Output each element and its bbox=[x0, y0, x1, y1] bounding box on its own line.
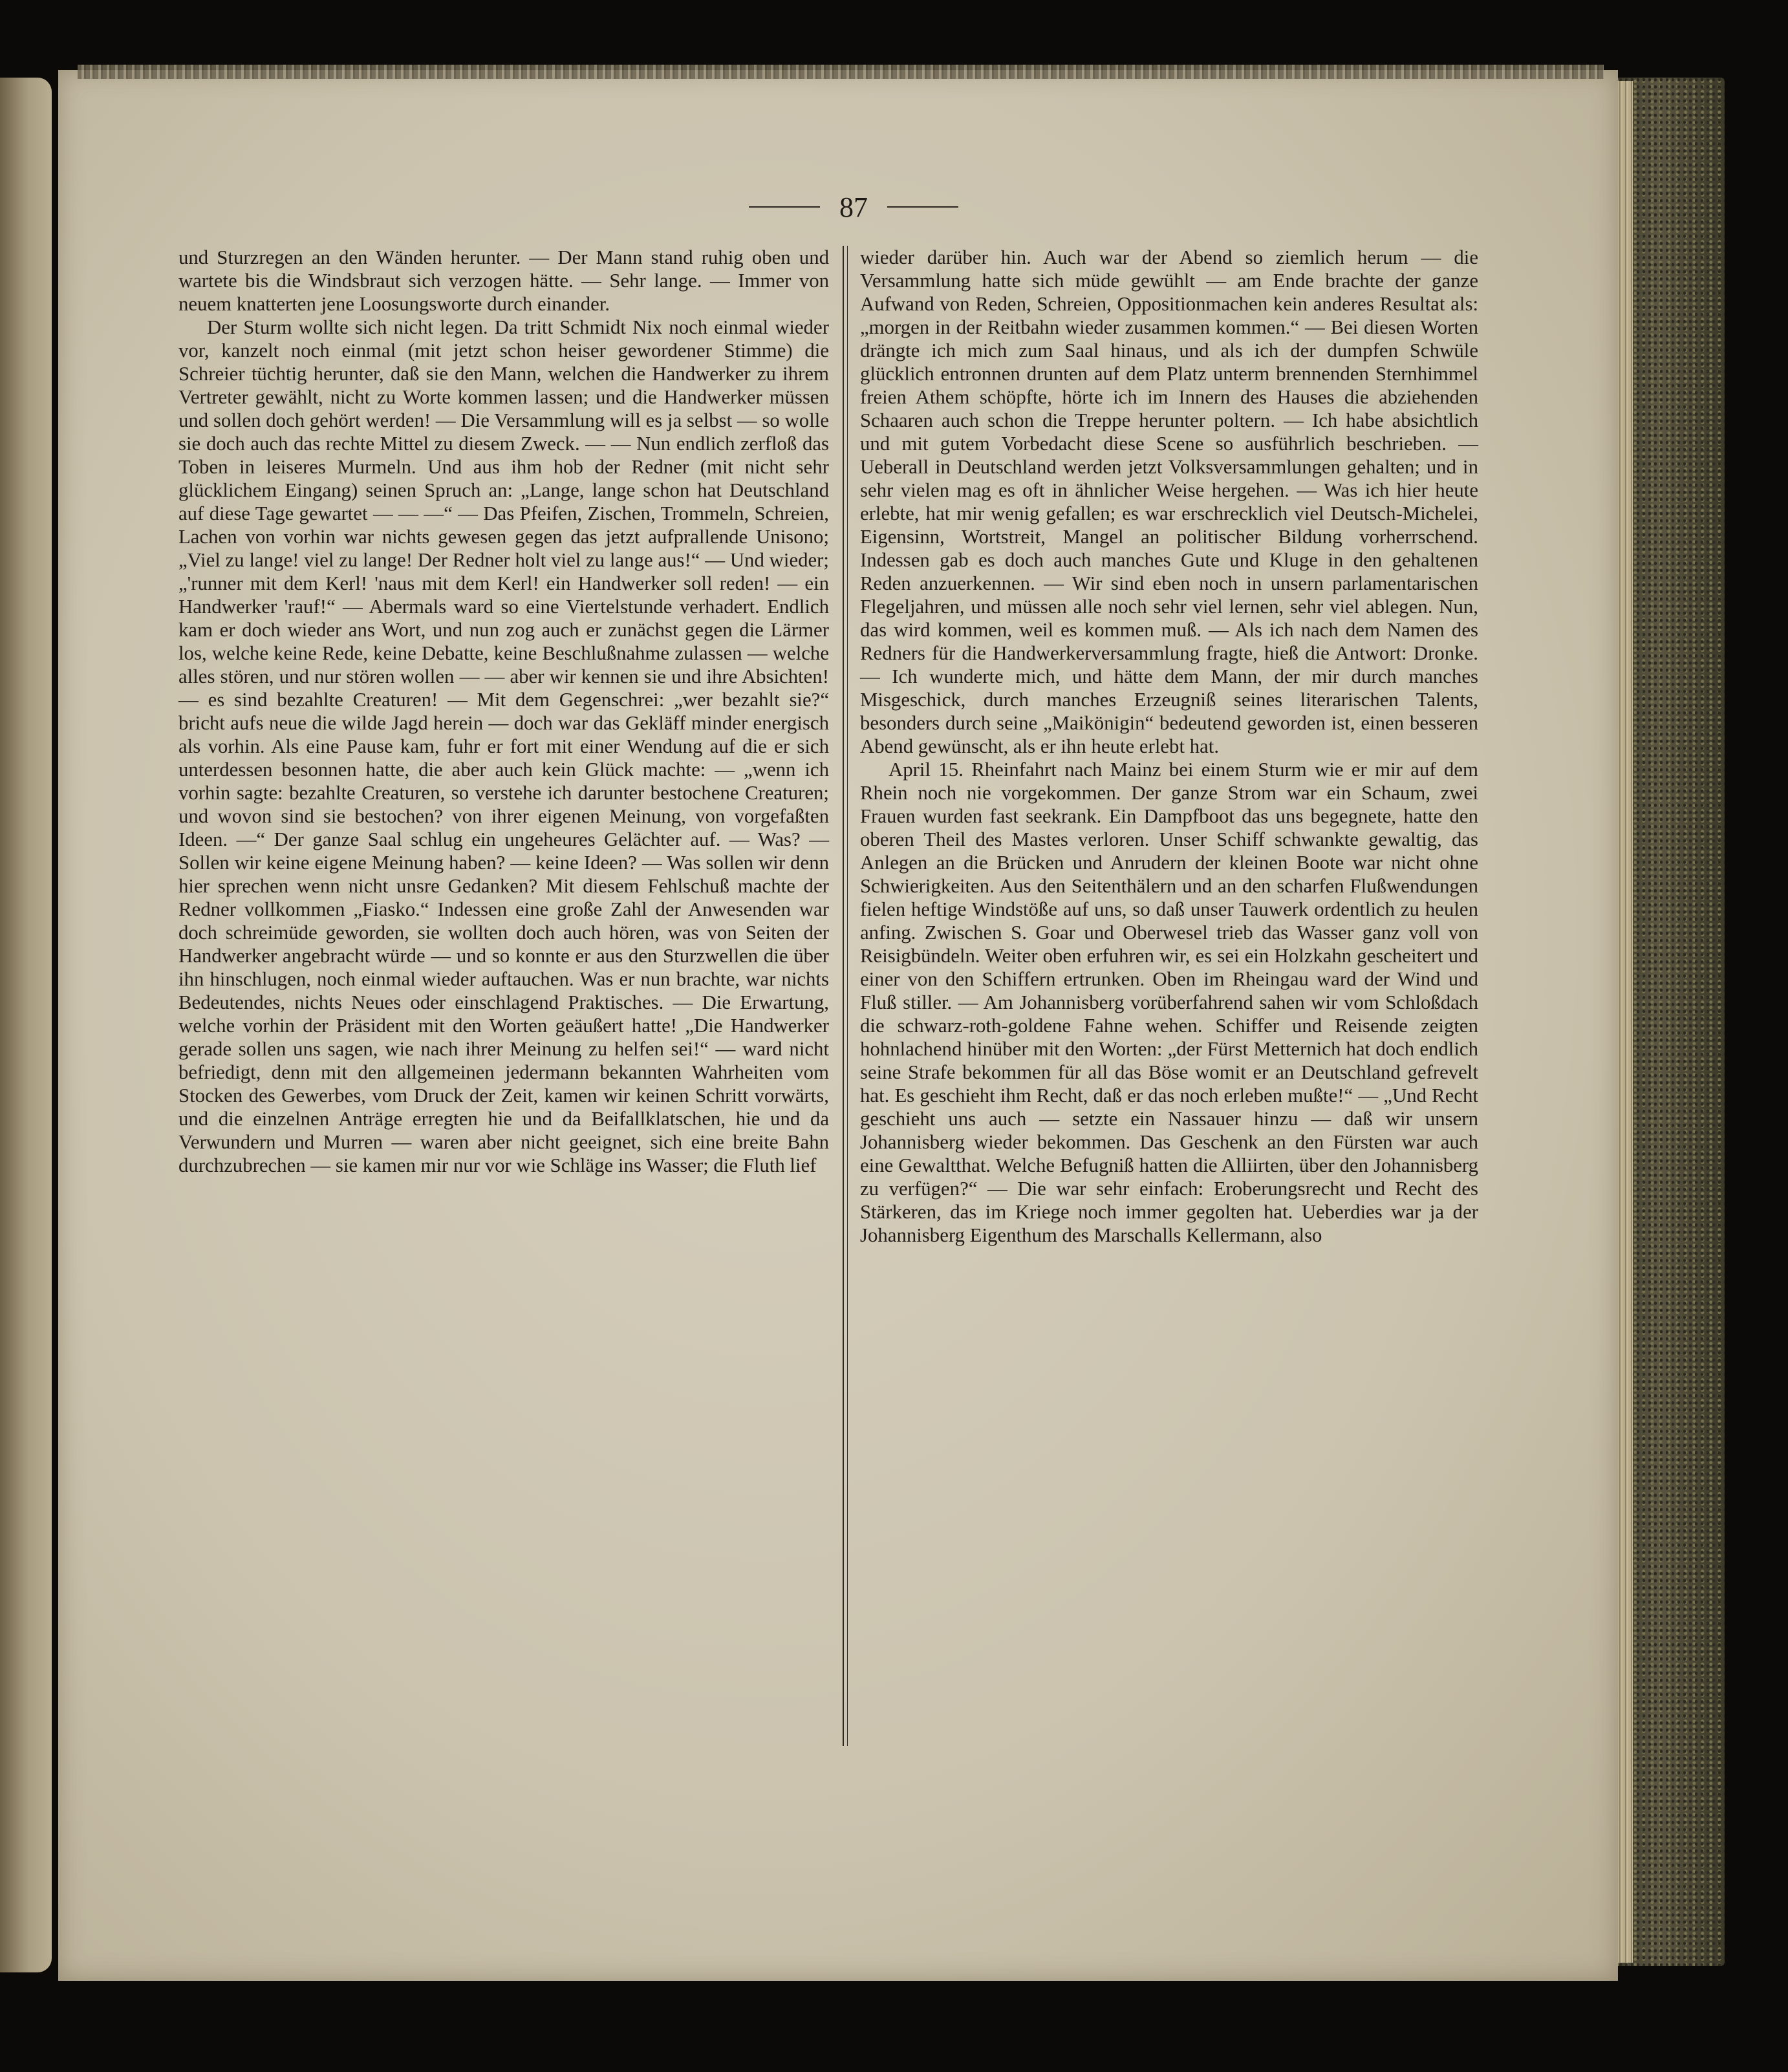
page-header bbox=[724, 188, 983, 226]
header-rule-left bbox=[749, 206, 820, 208]
page-top-edge bbox=[78, 65, 1604, 79]
column-divider bbox=[843, 246, 848, 1746]
right-paragraph-2: April 15. Rheinfahrt nach Mainz bei einem Sturm wie er mir auf dem Rhein noch nie vorgekommen. Der ganze Strom war ein Schaum, zwei Frauen wurden fast seekrank. Ein Dampfboot das uns begegnete, hatte den oberen Theil des Mastes verloren. Unser Schiff schwankte gewaltig, das Anlegen an die Brücken und Anrudern der kleinen Boote war nicht ohne Schwierigkeiten. Aus den Seitenthälern und an den scharfen Flußwendungen fielen heftige Windstöße auf uns, so daß unser Tauwerk ordentlich zu heulen anfing. Zwischen S. Goar und Oberwesel trieb das Wasser ganz voll von Reisigbündeln. Weiter oben erfuhren wir, es sei ein Holzkahn gescheitert und einer von den Schiffern ertrunken. Oben im Rheingau ward der Wind und Fluß stiller. — Am Johannisberg vorüberfahrend sahen wir vom Schloßdach die schwarz-roth-goldene Fahne wehen. Schiffer und Reisende zeigten hohnlachend hinüber mit den Worten: „der Fürst Metternich hat doch endlich seine Strafe bekommen für all das Böse womit er an Deutschland gefrevelt hat. Es geschieht ihm Recht, daß er das noch erleben mußte!“ — „Und Recht geschieht uns auch — setzte ein Nassauer hinzu — daß wir unsern Johannisberg wieder bekommen. Das Geschenk an den Fürsten war auch eine Gewaltthat. Welche Befugniß hatten die Alliirten, über den Johannisberg zu verfügen?“ — Die war sehr einfach: Eroberungsrecht und Recht des Stärkeren, das im Kriege noch immer gegolten hat. Ueberdies war ja der Johannisberg Eigenthum des Marschalls Kellermann, also bbox=[860, 759, 1478, 1246]
right-column bbox=[860, 246, 1478, 1753]
header-rule-right bbox=[887, 206, 958, 208]
facing-page-edge bbox=[0, 78, 52, 1972]
left-paragraph-1: und Sturzregen an den Wänden herunter. — Der Mann stand ruhig oben und wartete bis die Windsbraut sich verzogen hätte. — Sehr lange. — Immer von neuem knatterten jene Loosungsworte durch einander. bbox=[178, 246, 829, 315]
right-paragraph-1: wieder darüber hin. Auch war der Abend so ziemlich herum — die Versammlung hatte sich müde gewühlt — am Ende brachte der ganze Aufwand von Reden, Schreien, Oppositionmachen kein anderes Resultat als: „morgen in der Reitbahn wieder zusammen kommen.“ — Bei diesen Worten drängte ich mich zum Saal hinaus, und als ich der dumpfen Schwüle glücklich entronnen drunten auf dem Platz unterm brennenden Sternhimmel freien Athem schöpfte, hörte ich im Innern des Hauses die abziehenden Schaaren auch schon die Treppe herunter poltern. — Ich habe absichtlich und mit gutem Vorbedacht diese Scene so ausführlich beschrieben. — Ueberall in Deutschland werden jetzt Volksversammlungen gehalten; und in sehr vielen mag es oft in ähnlicher Weise hergehen. — Was ich hier heute erlebte, hat mir wenig gefallen; es war erschrecklich viel Deutsch-Michelei, Eigensinn, Wortstreit, Mangel an politischer Bildung vorherrschend. Indessen gab es doch auch manches Gute und Kluge in den gehaltenen Reden anzuerkennen. — Wir sind eben noch in unsern parlamentarischen Flegeljahren, und müssen alle noch sehr viel lernen, sehr viel ablegen. Nun, das wird kommen, weil es kommen muß. — Als ich nach dem Namen des Redners für die Handwerkerversammlung fragte, hieß die Antwort: Dronke. — Ich wunderte mich, und hätte dem Mann, der mir durch manches Misgeschick, durch manches Erzeugniß seines literarischen Talents, besonders durch seine „Maikönigin“ bedeutend geworden ist, einen besseren Abend gewünscht, als er ihn heute erlebt hat. bbox=[860, 246, 1478, 757]
left-paragraph-2: Der Sturm wollte sich nicht legen. Da tritt Schmidt Nix noch einmal wieder vor, kanzelt noch einmal (mit jetzt schon heiser gewordener Stimme) die Schreier tüchtig herunter, daß sie den Mann, welchen die Handwerker zu ihrem Vertreter gewählt, nicht zu Worte kommen lassen; und die Handwerker müssen und sollen doch gehört werden! — Die Versammlung will es ja selbst — so wolle sie doch auch das rechte Mittel zu diesem Zweck. — — Nun endlich zerfloß das Toben in leiseres Murmeln. Und aus ihm hob der Redner (mit nicht sehr glücklichem Eingang) seinen Spruch an: „Lange, lange schon hat Deutschland auf diese Tage gewartet — — —“ — Das Pfeifen, Zischen, Trommeln, Schreien, Lachen von vorhin war nichts gewesen gegen das jetzt aufprallende Unisono; „Viel zu lange! viel zu lange! Der Redner holt viel zu lange aus!“ — Und wieder; „'runner mit dem Kerl! 'naus mit dem Kerl! ein Handwerker soll reden! — ein Handwerker 'rauf!“ — Abermals ward so eine Viertelstunde verhadert. Endlich kam er doch wieder ans Wort, und nun zog auch er zunächst gegen die Lärmer los, welche keine Rede, keine Debatte, keine Beschlußnahme zulassen — welche alles stören, und nur stören wollen — — aber wir kennen sie und ihre Absichten! — es sind bezahlte Creaturen! — Mit dem Gegenschrei: „wer bezahlt sie?“ bricht aufs neue die wilde Jagd herein — doch war das Gekläff minder energisch als vorhin. Als eine Pause kam, fuhr er fort mit einer Wendung auf die er sich unterdessen besonnen hatte, die aber auch kein Glück machte: — „wenn ich vorhin sagte: bezahlte Creaturen, so verstehe ich darunter bestochene Creaturen; und wovon sind sie bestochen? von ihrer eigenen Meinung, von vorgefaßten Ideen. —“ Der ganze Saal schlug ein ungeheures Gelächter auf. — Was? — Sollen wir keine eigene Meinung haben? — keine Ideen? — Was sollen wir denn hier sprechen wenn nicht unsre Gedanken? Mit diesem Fehlschuß machte der Redner vollkommen „Fiasko.“ Indessen eine große Zahl der Anwesenden war doch schreimüde geworden, sie wollten doch auch hören, was von Seiten der Handwerker angebracht würde — und so konnte er aus den Sturzwellen die über ihn hinschlugen, noch einmal wieder auftauchen. Was er nun brachte, war nichts Bedeutendes, nichts Neues oder einschlagend Praktisches. — Die Erwartung, welche vorhin der Präsident mit den Worten geäußert hatte! „Die Handwerker gerade sollen uns sagen, wie nach ihrer Meinung zu helfen sei!“ — ward nicht befriedigt, denn mit den allgemeinen jedermann bekannten Wahrheiten vom Stocken des Gewerbes, vom Druck der Zeit, kamen wir keinen Schritt vorwärts, und die einzelnen Anträge erregten hie und da Beifallklatschen, hie und da Verwundern und Murren — waren aber nicht geeignet, sich eine breite Bahn durchzubrechen — sie kamen mir nur vor wie Schläge ins Wasser; die Fluth lief bbox=[178, 316, 829, 1176]
left-column bbox=[178, 246, 829, 1753]
page-number: 87 bbox=[839, 191, 868, 223]
